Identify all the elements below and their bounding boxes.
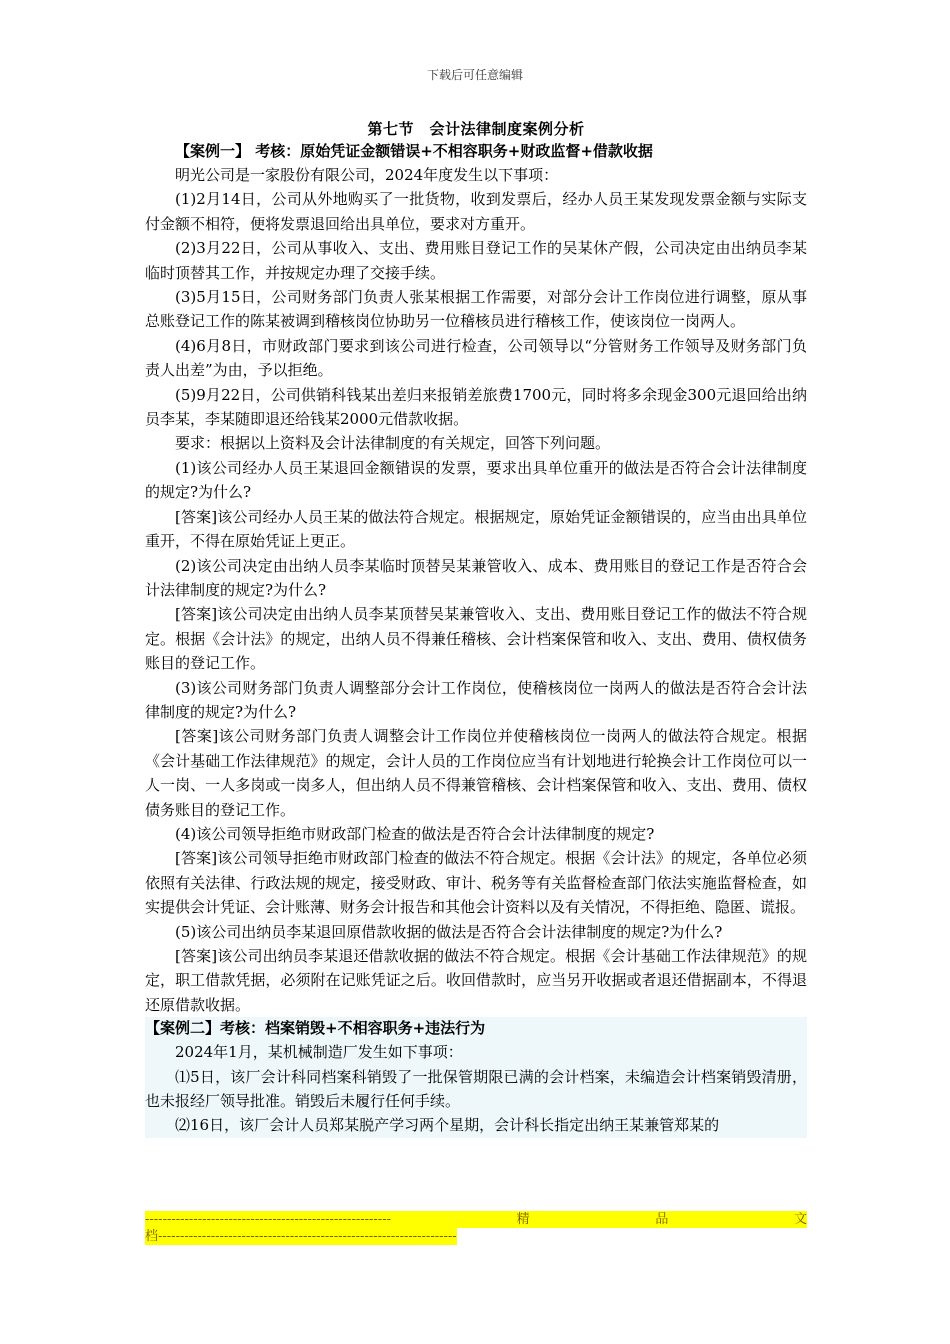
case-two-paragraph: ⑴5日，该厂会计科同档案科销毁了一批保管期限已满的会计档案，未编造会计档案销毁清册，也未报经厂领导批准。销毁后未履行任何手续。 [145,1067,807,1111]
case-one [145,140,807,1017]
case-one-question: (1)该公司经办人员王某退回金额错误的发票，要求出具单位重开的做法是否符合会计法律制度的规定?为什么? [145,458,807,502]
case-one-paragraph: 明光公司是一家股份有限公司，2024年度发生以下事项： [175,166,559,184]
case-two [145,1017,807,1138]
case-two-paragraph: ⑵16日，该厂会计人员郑某脱产学习两个星期，会计科长指定出纳王某兼管郑某的 [175,1116,720,1135]
document-body [145,118,807,1138]
case-one-answer: [答案]该公司经办人员王某的做法符合规定。根据规定，原始凭证金额错误的，应当由出具单位重开，不得在原始凭证上更正。 [145,507,807,551]
case-one-answer: [答案]该公司财务部门负责人调整会计工作岗位并使稽核岗位一岗两人的做法符合规定。根据《会计基础工作法律规范》的规定，会计人员的工作岗位应当有计划地进行轮换会计工作岗位可以一人一岗、一人多岗或一岗多人，但出纳人员不得兼管稽核、会计档案保管和收入、支出、费用、债权债务账目的登记工作。 [145,727,807,819]
case-one-paragraph: (5)9月22日，公司供销科钱某出差归来报销差旅费1700元，同时将多余现金300元退回给出纳员李某，李某随即退还给钱某2000元借款收据。 [145,385,807,429]
section-title: 第七节 会计法律制度案例分析 [367,120,585,138]
case-one-question: (3)该公司财务部门负责人调整部分会计工作岗位，使稽核岗位一岗两人的做法是否符合会计法律制度的规定?为什么? [145,678,807,721]
case-one-question: (5)该公司出纳员李某退回原借款收据的做法是否符合会计法律制度的规定?为什么? [175,922,723,941]
case-one-paragraph: (4)6月8日，市财政部门要求到该公司进行检查，公司领导以“分管财务工作领导及财务部门负责人出差”为由，予以拒绝。 [145,336,807,380]
case-two-heading: 【案例二】考核：档案销毁+不相容职务+违法行为 [145,1019,486,1038]
footer-char: 精 [516,1212,530,1227]
case-one-paragraph: (2)3月22日，公司从事收入、支出、费用账目登记工作的吴某休产假，公司决定由出纳员李某临时顶替其工作，并按规定办理了交接手续。 [145,239,807,282]
footer-dashes: -------------------------------------------------------- [145,1212,391,1227]
case-two-paragraph: 2024年1月，某机械制造厂发生如下事项： [175,1043,463,1062]
footer-line-one [145,1211,807,1228]
case-one-requirement: 要求：根据以上资料及会计法律制度的有关规定，回答下列问题。 [175,434,611,453]
case-one-answer: [答案]该公司出纳员李某退还借款收据的做法不符合规定。根据《会计基础工作法律规范》的规定，职工借款凭据，必须附在记账凭证之后。收回借款时，应当另开收据或者退还借据副本，不得退还原借款收据。 [145,947,807,1014]
footer-char: 品 [655,1212,669,1227]
case-one-heading: 【案例一】 考核：原始凭证金额错误+不相容职务+财政监督+借款收据 [175,142,653,160]
footer-char: 文 [793,1212,807,1227]
footer-line-two: 档-------------------------------------------------------------------- [145,1229,457,1244]
case-one-paragraph: (3)5月15日，公司财务部门负责人张某根据工作需要，对部分会计工作岗位进行调整，原从事总账登记工作的陈某被调到稽核岗位协助另一位稽核员进行稽核工作，使该岗位一岗两人。 [145,288,807,331]
case-one-paragraph: (1)2月14日，公司从外地购买了一批货物，收到发票后，经办人员王某发现发票金额与实际支付金额不相符，便将发票退回给出具单位，要求对方重开。 [145,190,807,233]
case-one-answer: [答案]该公司领导拒绝市财政部门检查的做法不符合规定。根据《会计法》的规定，各单位必须依照有关法律、行政法规的规定，接受财政、审计、税务等有关监督检查部门依法实施监督检查，如实提供会计凭证、会计账薄、财务会计报告和其他会计资料以及有关情况，不得拒绝、隐匿、谎报。 [145,849,807,917]
footer-watermark-bar [145,1211,807,1245]
case-one-question: (2)该公司决定由出纳人员李某临时顶替吴某兼管收入、成本、费用账目的登记工作是否符合会计法律制度的规定?为什么? [145,556,807,599]
case-one-answer: [答案]该公司决定由出纳人员李某顶替吴某兼管收入、支出、费用账目登记工作的做法不符合规定。根据《会计法》的规定，出纳人员不得兼任稽核、会计档案保管和收入、支出、费用、债权债务账目的登记工作。 [145,605,807,673]
case-one-question: (4)该公司领导拒绝市财政部门检查的做法是否符合会计法律制度的规定? [175,824,655,843]
page-header: 下载后可任意编辑 [426,68,523,82]
